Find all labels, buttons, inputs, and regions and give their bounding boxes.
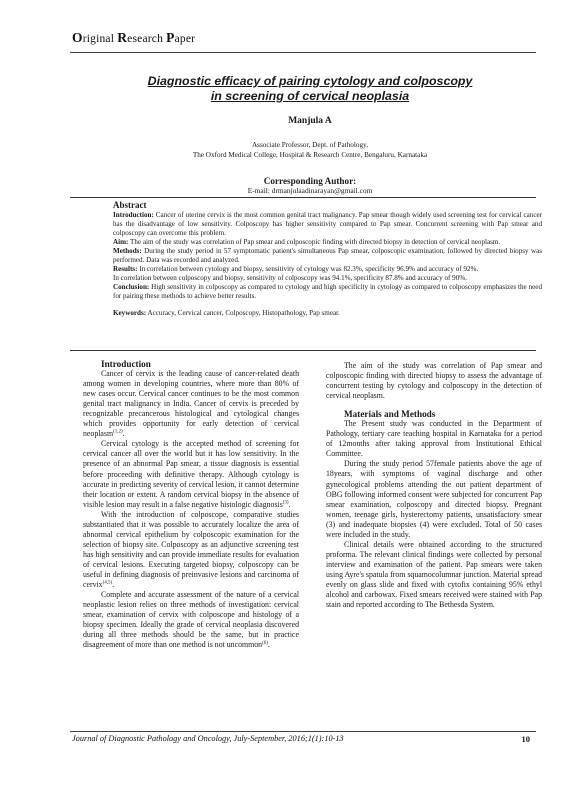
abstract-aim-label: Aim: [113,238,129,246]
author-name: Manjula A [288,116,332,126]
article-title-line-2: in screening of cervical neoplasia [210,89,410,103]
journal-citation: Journal of Diagnostic Pathology and Oncology, July-September, 2016;1(1):10-13 [72,734,344,743]
methods-paragraph: The Present study was conducted in the Department of Pathology, tertiary care teaching hospital in Karnataka for a period of 12months after taking approval from Institutional Ethical Committee. [326,419,542,459]
introduction-heading: Introduction [101,359,151,369]
keywords-label: Keywords: [113,309,147,317]
section-label-rest: esearch [127,33,167,45]
abstract-methods [113,247,542,265]
citation-ref: (4,5) [102,580,113,586]
abstract-aim-text: The aim of the study was correlation of Pap smear and colposcopic finding with directed biopsy in detection of cervical neoplasm. [128,238,501,246]
article-title [100,74,520,104]
abstract-results-label: Results: [113,265,138,273]
introduction-paragraph: Complete and accurate assessment of the nature of a cervical neoplastic lesion relies on three methods of investigation: cervical smear, examination of cervix with colposcope and histology of a biopsy specimen. Ideally the grade of cervical neoplasia discovered during all three methods should be the same, but in practice disagreement of more than one method is not uncommon$^{(6)}$. [83,590,299,650]
abstract-aim [113,238,542,247]
abstract-heading: Abstract [113,200,147,210]
citation-ref: (1,2) [113,429,123,435]
abstract-introduction [113,211,542,238]
abstract-conclusion-label: Conclusion: [113,283,150,291]
introduction-paragraph: Cervical cytology is the accepted method of screening for cervical cancer all over the world but it has low sensitivity. In the presence of an abnormal Pap smear, a tissue diagnosis is essential before proceeding with definitive therapy. Although cytology is accurate in predicting severity of cervical lesion, it cannot determine their location or extent. A random cervical biopsy in the absence of visible lesion may result in a false negative histologic diagnosis$^{(3)}$. [83,439,299,509]
abstract-conclusion-text: High sensitivity in colposcopy as compared to cytology and high specificity in cytology as compared to colposcopy emphasizes the need for pairing these methods to achieve better results. [113,283,542,300]
body-column-right [326,361,542,610]
article-title-block [100,74,520,196]
introduction-paragraph: Cancer of cervix is the leading cause of cancer-related death among women in developing countries, where more than 80% of new cases occur. Cervical cancer continues to be the most common genital tract malignancy in India. Cancer of cervix is preceded by recognizable precancerous histological and cytological changes which provides opportunity for early detection of cervical neoplasm$^{(1,2)}$. [83,369,299,439]
affiliation-line-2: The Oxford Medical College, Hospital & Research Centre, Bengaluru, Karnataka [192,151,428,159]
abstract-results [113,265,542,274]
paragraph-text: With the introduction of colposcope, comparative studies substantiated that it was possible to accurately localize the area of abnormal cervical epithelium by colposcopic examination for the selection of biopsy site. Colposcopy as an adjunctive screening test has high sensitivity and can provide immediate results for evaluation of cervical lesions. Executing targeted biopsy, colposcopy can be useful in defining diagnosis of preinvasive lesions and carcinoma of cervix [83,509,299,590]
section-label-initial: O [72,30,83,45]
paragraph-text: Complete and accurate assessment of the nature of a cervical neoplastic lesion relies on three methods of investigation: cervical smear, examination of cervix with colposcope and histology of a biopsy specimen. Ideally the grade of cervical neoplasia discovered during all three methods should be the same, but in practice disagreement of more than one method is not uncommon [83,590,299,650]
abstract-bottom-divider [70,350,536,351]
abstract-top-divider [70,197,536,198]
paragraph-text: Cancer of cervix is the leading cause of cancer-related death among women in developing countries, where more than 80% of new cases occur. Cervical cancer continues to be the most common genital tract malignancy in India. Cancer of cervix is preceded by recognizable precancerous histological and cytological changes which provides opportunity for early detection of cervical neoplasm [83,369,299,439]
citation-ref: (3) [282,500,289,506]
citation-ref: (6) [262,640,268,646]
abstract-keywords [113,309,542,318]
journal-section-label [72,30,195,46]
paragraph-text: Cervical cytology is the accepted method of screening for cervical cancer all over the world but it has low sensitivity. In the presence of an abnormal Pap smear, a tissue diagnosis is essential before proceeding with definitive therapy. Although cytology is accurate in predicting severity of cervical lesion, it cannot determine their location or extent. A random cervical biopsy in the absence of visible lesion may result in a false negative histologic diagnosis [83,439,299,509]
methods-paragraph: Clinical details were obtained according to the structured proforma. The relevant clinical findings were collected by personal interview and examination of the patient. Pap smears were taken using Ayre's spatula from squamocolumnar junction. Material spread evenly on glass slide and fixed with cytofix containing 95% ethyl alcohol and carbowax. Fixed smears received were stained with Pap stain and reported according to The Bethesda System. [326,539,542,610]
abstract-results-continued: In correlation between colposcopy and biopsy, sensitivity of colposcopy was 94.1%, specificity 87.8% and accuracy of 90%. [113,274,467,282]
abstract-introduction-label: Introduction: [113,211,154,219]
abstract [113,201,542,318]
abstract-introduction-text: Cancer of uterine cervix is the most common genital tract malignancy. Pap smear though widely used screening test for cervical cancer has the disadvantage of low sensitivity. Colposcopy has higher sensitivity compared to Pap smear. Concurrent screening with Pap smear and colposcopy can overcome this problem. [113,211,542,237]
materials-methods-heading: Materials and Methods [344,409,436,420]
article-title-line-1: Diagnostic efficacy of pairing cytology and colposcopy [147,74,473,88]
section-label-initial: P [166,30,175,45]
methods-paragraph: During the study period 57female patients above the age of 18years, with symptoms of vaginal discharge and other gynecological problems attending the out patient department of OBG following informed consent were subjected for concurrent Pap smear examination, colposcopy and directed biopsy. Pregnant women, teenage girls, hysterectomy patients, unsatisfactory smear (3) and inadequate biopsies (4) were excluded. Total of 50 cases were included in the study. [326,459,542,539]
abstract-conclusion [113,283,542,301]
header-divider [70,52,536,53]
section-label-rest: riginal [82,33,118,45]
abstract-methods-label: Methods: [113,247,142,255]
abstract-results-text-1: In correlation between cytology and biopsy, sensitivity of cytology was 82.3%, specificity 96.9% and accuracy of 92%. [137,265,479,273]
section-label-rest: aper [174,33,196,45]
author-affiliation [100,140,520,160]
corresponding-author-heading: Corresponding Author: [263,176,357,186]
introduction-paragraph: With the introduction of colposcope, comparative studies substantiated that it was possible to accurately localize the area of abnormal cervical epithelium by colposcopic examination for the selection of biopsy site. Colposcopy as an adjunctive screening test has high sensitivity and can provide immediate results for evaluation of cervical lesions. Executing targeted biopsy, colposcopy can be useful in defining diagnosis of preinvasive lesions and carcinoma of cervix$^{(4,5)}$. [83,509,299,590]
page-number: 10 [521,734,530,744]
affiliation-line-1: Associate Professor, Dept. of Pathology, [251,141,369,149]
abstract-methods-text: During the study period in 57 symptomatic patient's simultaneous Pap smear, colposcopic examination, followed by directed biopsy was performed. Data was recorded and analyzed. [113,247,542,264]
section-label-initial: R [117,30,128,45]
footer-divider [70,731,536,732]
corresponding-author-email: E-mail: drmanjulaadinarayan@gmail.com [247,186,373,195]
body-column-left [83,359,299,650]
keywords-text: Accuracy, Cervical cancer, Colposcopy, Histopathology, Pap smear. [146,309,340,317]
introduction-paragraph: The aim of the study was correlation of Pap smear and colposcopic finding with directed biopsy to assess the advantage of concurrent testing by cytology and colposcopy in the detection of cervical neoplasm. [326,361,542,401]
